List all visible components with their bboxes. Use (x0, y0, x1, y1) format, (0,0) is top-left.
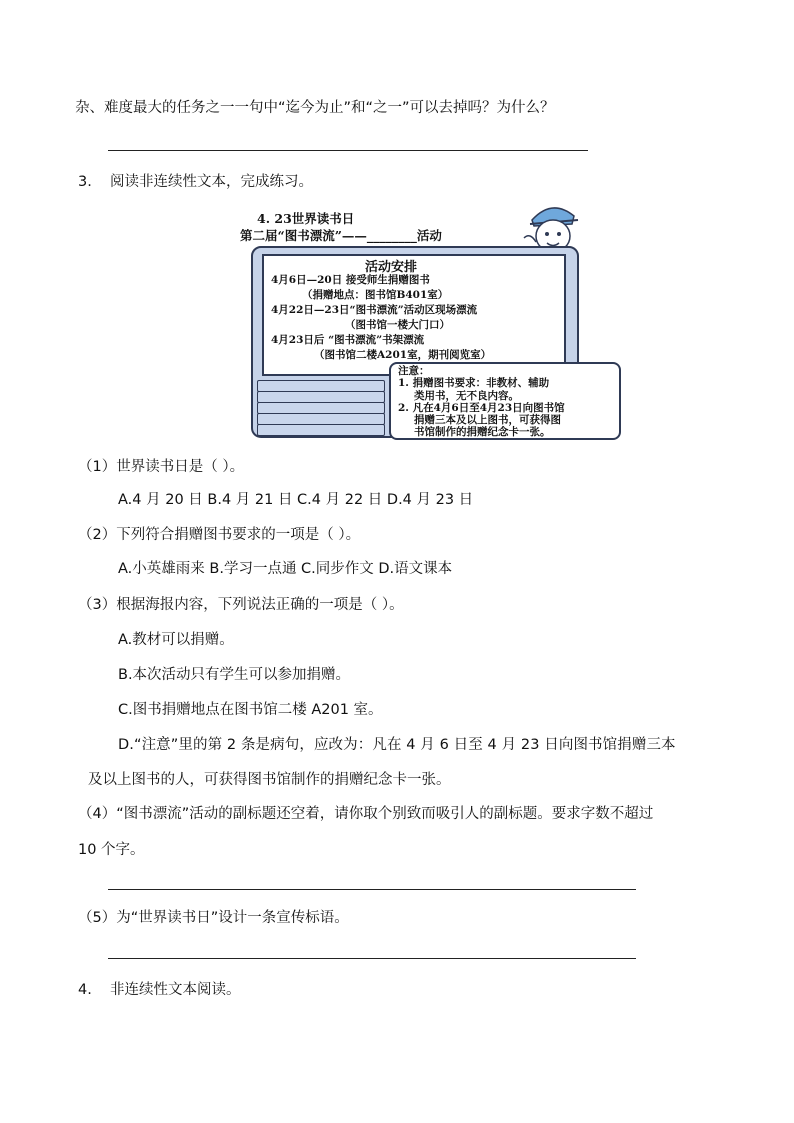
note-line-3: 2. 凡在4月6日至4月23日向图书馆 (398, 402, 565, 414)
note-line-2: 类用书，无不良内容。 (414, 390, 519, 402)
poster-item-1: 4月6日—20日 接受师生捐赠图书 (271, 274, 430, 286)
poster-item-3: 4月22日—23日“图书漂流”活动区现场漂流 (271, 304, 478, 316)
poster-heading: 活动安排 (365, 260, 418, 275)
q3-option-c: C.图书捐赠地点在图书馆二楼 A201 室。 (118, 702, 383, 718)
answer-line-1[interactable] (108, 150, 588, 151)
q4-stem-line2: 10 个字。 (78, 842, 145, 858)
q3-option-b: B.本次活动只有学生可以参加捐赠。 (118, 667, 351, 683)
q3-option-d-line1: D.“注意”里的第 2 条是病句，应改为：凡在 4 月 6 日至 4 月 23 日向图书馆捐赠三本 (118, 737, 676, 753)
q2-tail-text: 杂、难度最大的任务之一一句中“迄今为止”和“之一”可以去掉吗？为什么？ (75, 100, 555, 116)
poster-date: 4. 23世界读书日 (257, 211, 355, 226)
poster-title: 第二届“图书漂流”——________活动 (240, 228, 442, 243)
answer-line-3[interactable] (108, 958, 636, 959)
q3-number: 3. (78, 174, 92, 190)
q4-instruction: 非连续性文本阅读。 (110, 982, 241, 998)
q3-stem: （3）根据海报内容，下列说法正确的一项是（ ）。 (78, 597, 404, 613)
q4-stem-line1: （4）“图书漂流”活动的副标题还空着，请你取个别致而吸引人的副标题。要求字数不超过 (78, 806, 654, 822)
q1-options: A.4 月 20 日 B.4 月 21 日 C.4 月 22 日 D.4 月 23 日 (118, 492, 474, 508)
poster-item-5: 4月23日后 “图书漂流”书架漂流 (271, 334, 425, 346)
q2-stem: （2）下列符合捐赠图书要求的一项是（ ）。 (78, 527, 361, 543)
q3-option-a: A.教材可以捐赠。 (118, 632, 234, 648)
note-line-1: 1. 捐赠图书要求：非教材、辅助 (398, 377, 550, 389)
q4-number: 4. (78, 982, 92, 998)
note-line-4: 捐赠三本及以上图书，可获得图 (414, 414, 561, 426)
poster-item-2: （捐赠地点：图书馆B401室） (302, 289, 449, 301)
q3-option-d-line2: 及以上图书的人，可获得图书馆制作的捐赠纪念卡一张。 (88, 772, 451, 788)
q5-stem: （5）为“世界读书日”设计一条宣传标语。 (78, 910, 349, 926)
poster-item-6: （图书馆二楼A201室，期刊阅览室） (314, 349, 492, 361)
note-title: 注意： (398, 365, 430, 377)
poster-item-4: （图书馆一楼大门口） (345, 319, 450, 331)
q3-instruction: 阅读非连续性文本，完成练习。 (110, 174, 313, 190)
q2-options: A.小英雄雨来 B.学习一点通 C.同步作文 D.语文课本 (118, 561, 453, 577)
note-line-5: 书馆制作的捐赠纪念卡一张。 (414, 426, 551, 438)
answer-line-2[interactable] (108, 889, 636, 890)
q1-stem: （1）世界读书日是（ ）。 (78, 459, 245, 475)
